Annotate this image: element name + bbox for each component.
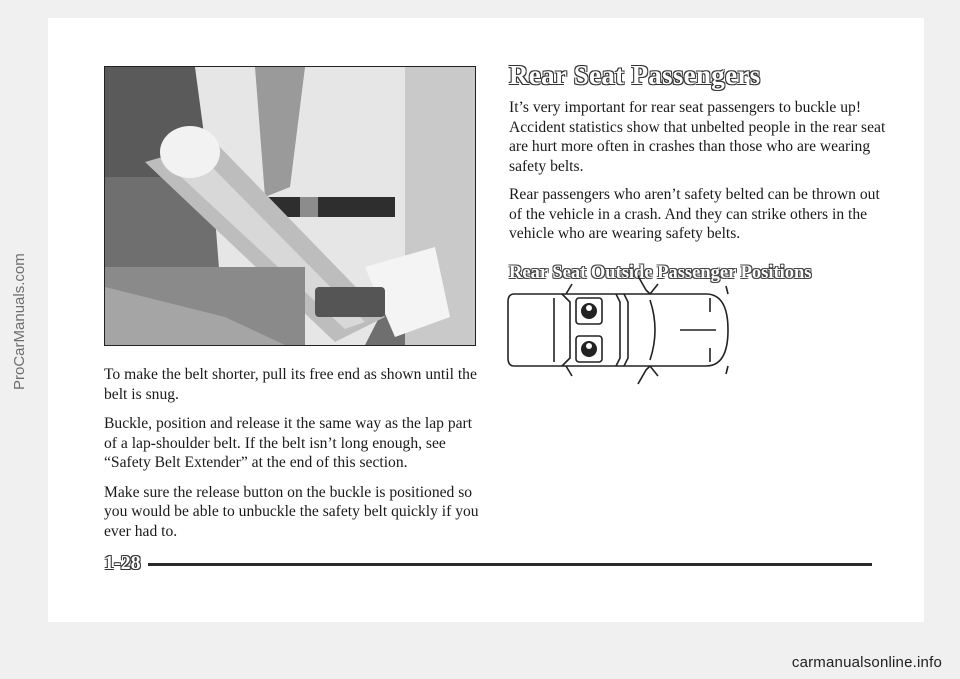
page-number: 1-28: [104, 552, 141, 574]
side-watermark-text: ProCarManuals.com: [11, 253, 28, 390]
left-column: [104, 365, 484, 551]
bottom-watermark: carmanualsonline.info: [791, 654, 942, 671]
paragraph-thrown-out: Rear passengers who aren’t safety belted can be thrown out of the vehicle in a crash. And they can strike others in the vehicle who are wearing safety belts.: [509, 186, 880, 242]
section-heading: Rear Seat Passengers: [509, 60, 761, 90]
vehicle-seat-diagram: [500, 272, 740, 388]
right-column: [509, 60, 889, 284]
subsection-heading: Rear Seat Outside Passenger Positions: [509, 262, 812, 283]
paragraph-belt-shorter: To make the belt shorter, pull its free end as shown until the belt is snug.: [104, 366, 477, 403]
paragraph-release-button: Make sure the release button on the buckle is positioned so you would be able to unbuckle the safety belt quickly if you ever had to.: [104, 483, 479, 540]
paragraph-buckle-up: It’s very important for rear seat passengers to buckle up! Accident statistics show that unbelted people in the rear seat are hurt more often in crashes than those who are wearing safety belts.: [509, 99, 886, 175]
belt-adjust-photo: [104, 66, 476, 346]
paragraph-buckle-position: Buckle, position and release it the same way as the lap part of a lap-shoulder belt. If the belt isn’t long enough, see “Safety Belt Extender” at the end of this section.: [104, 415, 473, 471]
footer-rule: [148, 563, 872, 566]
side-watermark: [8, 92, 30, 392]
